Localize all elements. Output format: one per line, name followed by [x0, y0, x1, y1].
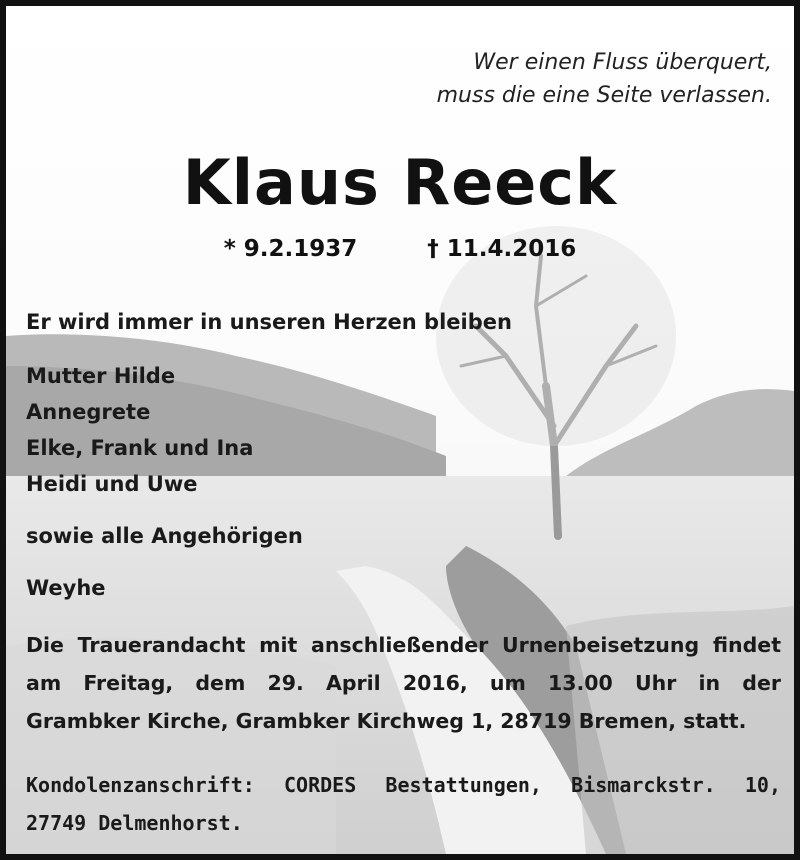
- service-line: am Freitag, dem 29. April 2016, um 13.00 Uhr in der: [26, 671, 781, 695]
- quote-line: muss die eine Seite verlassen.: [436, 83, 772, 108]
- tribute-line: Er wird immer in unseren Herzen bleiben: [26, 310, 512, 334]
- condolence-line: Kondolenzanschrift: CORDES Bestattungen, Bismarckstr. 10,: [26, 773, 781, 797]
- mourner: Heidi und Uwe: [26, 472, 198, 496]
- condolence-line: 27749 Delmenhorst.: [26, 811, 243, 835]
- service-line: Die Trauerandacht mit anschließender Urnenbeisetzung findet: [26, 633, 781, 657]
- mourner: Annegrete: [26, 400, 151, 424]
- mourner: Elke, Frank und Ina: [26, 436, 254, 460]
- deceased-name: Klaus Reeck: [182, 146, 618, 219]
- mourner: Mutter Hilde: [26, 364, 176, 388]
- condolence-address: [26, 766, 781, 842]
- death-date: † 11.4.2016: [427, 236, 577, 262]
- birth-date: * 9.2.1937: [223, 236, 358, 262]
- place: Weyhe: [26, 576, 106, 600]
- quote-line: Wer einen Fluss überquert,: [473, 50, 772, 75]
- mourners-list: [26, 358, 253, 502]
- relatives-line: sowie alle Angehörigen: [26, 524, 303, 548]
- life-dates: [6, 236, 794, 262]
- quote: [437, 46, 772, 112]
- service-line: Grambker Kirche, Grambker Kirchweg 1, 28719 Bremen, statt.: [26, 709, 747, 733]
- service-announcement: [26, 626, 781, 740]
